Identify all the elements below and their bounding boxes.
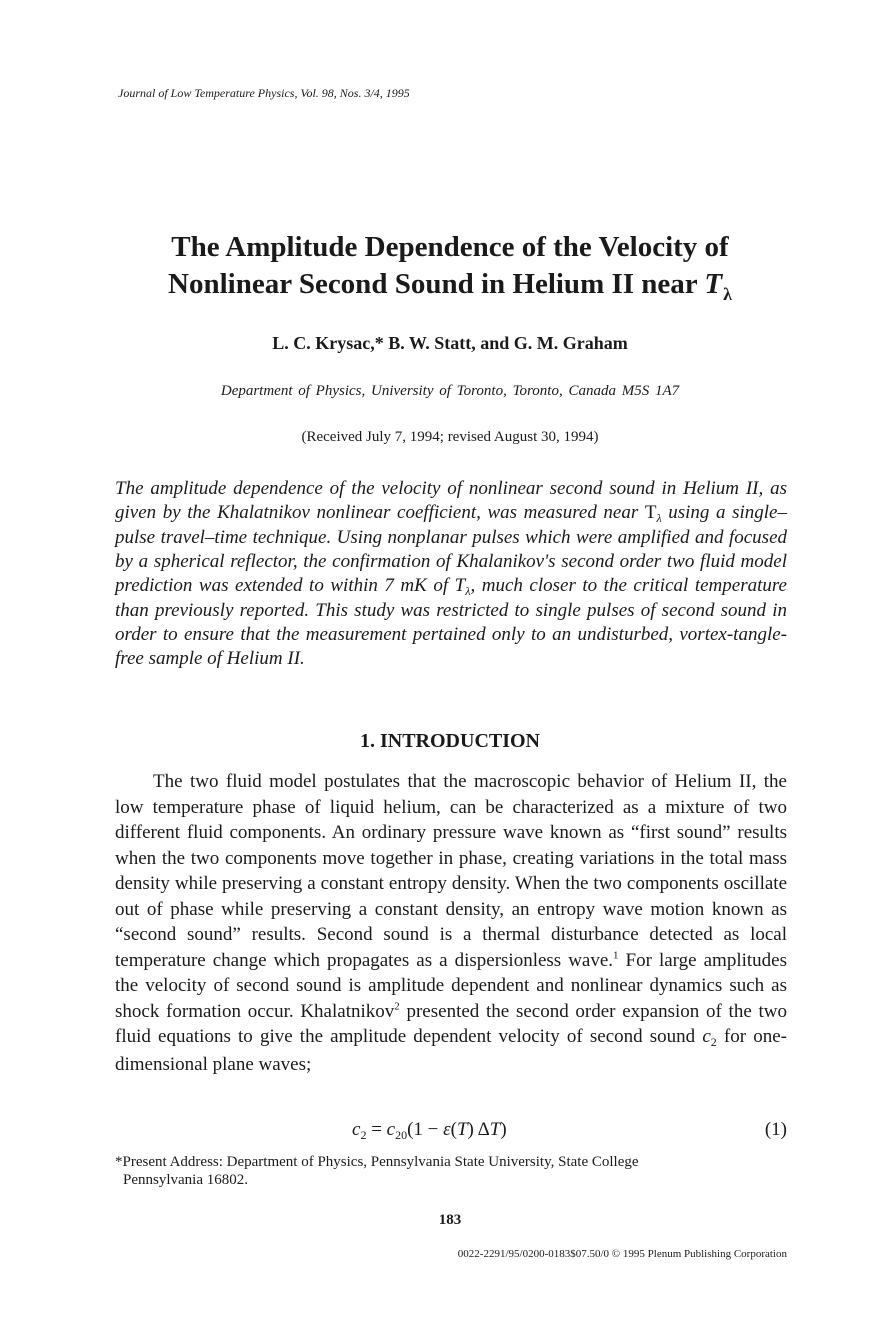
title-lambda-temperature-symbol: T [704,268,723,300]
title-lambda-subscript: λ [723,284,732,304]
eq-lhs: c [352,1119,361,1140]
reference-1: 1 [613,949,619,962]
abstract [115,477,787,671]
eq-c: c [386,1119,396,1140]
page-number: 183 [438,1212,462,1228]
received-dates: (Received July 7, 1994; revised August 30, 1994) [301,429,599,445]
footnote [115,1153,787,1189]
eq-t2: T [489,1119,501,1140]
intro-text-3: presented the second order expansion of the two fluid equations to give the amplitude dependent velocity of second sound [115,1000,787,1047]
footnote-line-2: Pennsylvania 16802. [123,1172,248,1188]
reference-2: 2 [394,1000,400,1013]
journal-citation: Journal of Low Temperature Physics, Vol. 98, Nos. 3/4, 1995 [118,86,410,100]
abstract-t-subscript-2: λ [465,584,471,598]
intro-c-subscript: 2 [710,1035,717,1049]
section-heading-introduction: 1. INTRODUCTION [359,730,541,752]
abstract-t-symbol: T [644,502,657,523]
abstract-text-1: The amplitude dependence of the velocity of nonlinear second sound in Helium II, as given by the Khalatnikov nonlinear coefficient, was measured near [115,478,787,523]
abstract-t-subscript: λ [656,511,662,525]
copyright-line: 0022-2291/95/0200-0183$07.50/0 © 1995 Plenum Publishing Corporation [457,1248,787,1260]
intro-text-1: The two fluid model postulates that the macroscopic behavior of Helium II, the low temperature phase of liquid helium, can be characterized as a mixture of two different fluid components. An ordinary pressure wave known as “first sound” results when the two components move together in phase, creating variations in the total mass density while preserving a constant entropy density. When the two components oscillate out of phase while preserving a constant density, an entropy wave motion known as “second sound” results. Second sound is a thermal disturbance detected as local temperature change which propagates as a dispersionless wave. [115,771,787,971]
title-line-2 [100,266,800,306]
author-affiliation: Department of Physics, University of Toronto, Toronto, Canada M5S 1A7 [220,383,680,399]
eq-t-close: ) Δ [467,1119,490,1140]
equation-number: (1) [764,1119,787,1140]
equation-1 [352,1119,507,1141]
introduction-paragraph [115,769,787,1077]
title-line-2-text: Nonlinear Second Sound in Helium II near [168,268,705,300]
title-line-1: The Amplitude Dependence of the Velocity of [171,231,729,263]
eq-c-sub: 20 [395,1128,408,1142]
eq-equals: = [366,1119,387,1140]
intro-c-symbol: c [702,1026,711,1047]
intro-text-2: For large amplitudes the velocity of second sound is amplitude dependent and nonlinear dynamics such as shock formation occur. Khalatnikov [115,949,787,1022]
eq-t-open: ( [450,1119,457,1140]
eq-t: T [456,1119,468,1140]
footnote-line-1: *Present Address: Department of Physics, Pennsylvania State University, State College [115,1154,639,1170]
eq-open: (1 − [407,1119,444,1140]
eq-epsilon: ε [443,1119,451,1140]
article-title [100,229,800,306]
abstract-text-2: using a single–pulse travel–time technique. Using nonplanar pulses which were amplified and focused by a spherical reflector, the confirmation of Khalanikov's second order two fluid model prediction was extended to within 7 mK of [115,502,787,596]
abstract-text-3: , much closer to the critical temperature than previously reported. This study was restricted to single pulses of second sound in order to ensure that the measurement pertained only to an undisturbed, vortex-tangle-free sample of Helium II. [115,575,787,669]
abstract-t-symbol-2: T [454,575,466,596]
eq-close: ) [500,1119,507,1140]
author-list: L. C. Krysac,* B. W. Statt, and G. M. Graham [272,333,628,353]
intro-text-4: for one-dimensional plane waves; [115,1026,787,1075]
eq-lhs-sub: 2 [360,1128,367,1142]
